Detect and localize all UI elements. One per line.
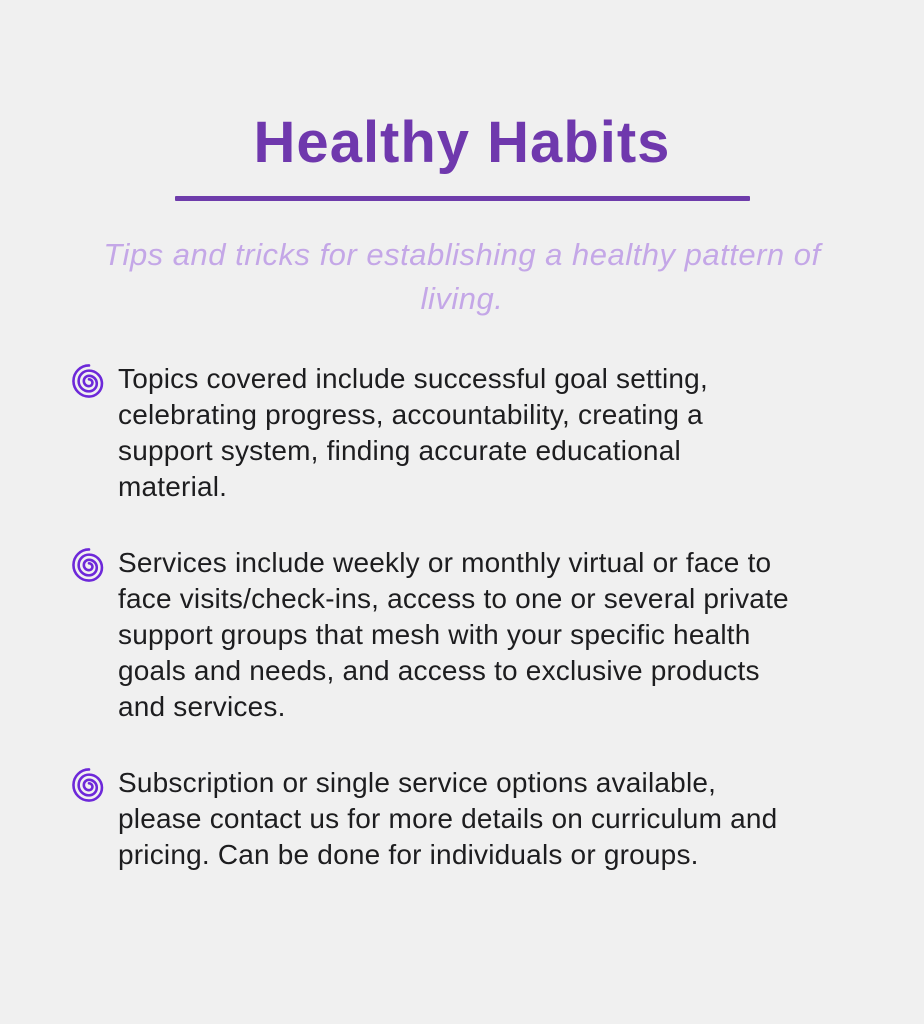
bullet-list xyxy=(70,361,860,873)
bullet-line: material. xyxy=(118,471,228,502)
poster-header xyxy=(0,0,924,321)
bullet-line: face visits/check-ins, access to one or several private xyxy=(118,583,789,614)
bullet-line: celebrating progress, accountability, creating a xyxy=(118,399,703,430)
bullet-line: Subscription or single service options available, xyxy=(118,767,717,798)
spiral-icon xyxy=(70,546,108,584)
bullet-line: goals and needs, and access to exclusive products xyxy=(118,655,760,686)
bullet-text xyxy=(118,545,789,725)
title-divider xyxy=(175,196,750,201)
subtitle-line: living. xyxy=(420,281,504,316)
page-subtitle xyxy=(0,233,924,321)
bullet-item-subscription xyxy=(70,765,860,873)
bullet-line: Topics covered include successful goal setting, xyxy=(118,363,708,394)
bullet-line: please contact us for more details on curriculum and xyxy=(118,803,778,834)
bullet-line: pricing. Can be done for individuals or groups. xyxy=(118,839,699,870)
spiral-icon xyxy=(70,766,108,804)
subtitle-line: Tips and tricks for establishing a healthy pattern of xyxy=(103,237,821,272)
page-title: Healthy Habits xyxy=(253,110,671,175)
bullet-text xyxy=(118,765,777,873)
bullet-text xyxy=(118,361,708,505)
spiral-icon xyxy=(70,362,108,400)
bullet-line: Services include weekly or monthly virtual or face to xyxy=(118,547,772,578)
bullet-item-services xyxy=(70,545,860,725)
bullet-line: and services. xyxy=(118,691,286,722)
bullet-line: support groups that mesh with your specific health xyxy=(118,619,751,650)
bullet-line: support system, finding accurate educational xyxy=(118,435,681,466)
bullet-item-topics xyxy=(70,361,860,505)
